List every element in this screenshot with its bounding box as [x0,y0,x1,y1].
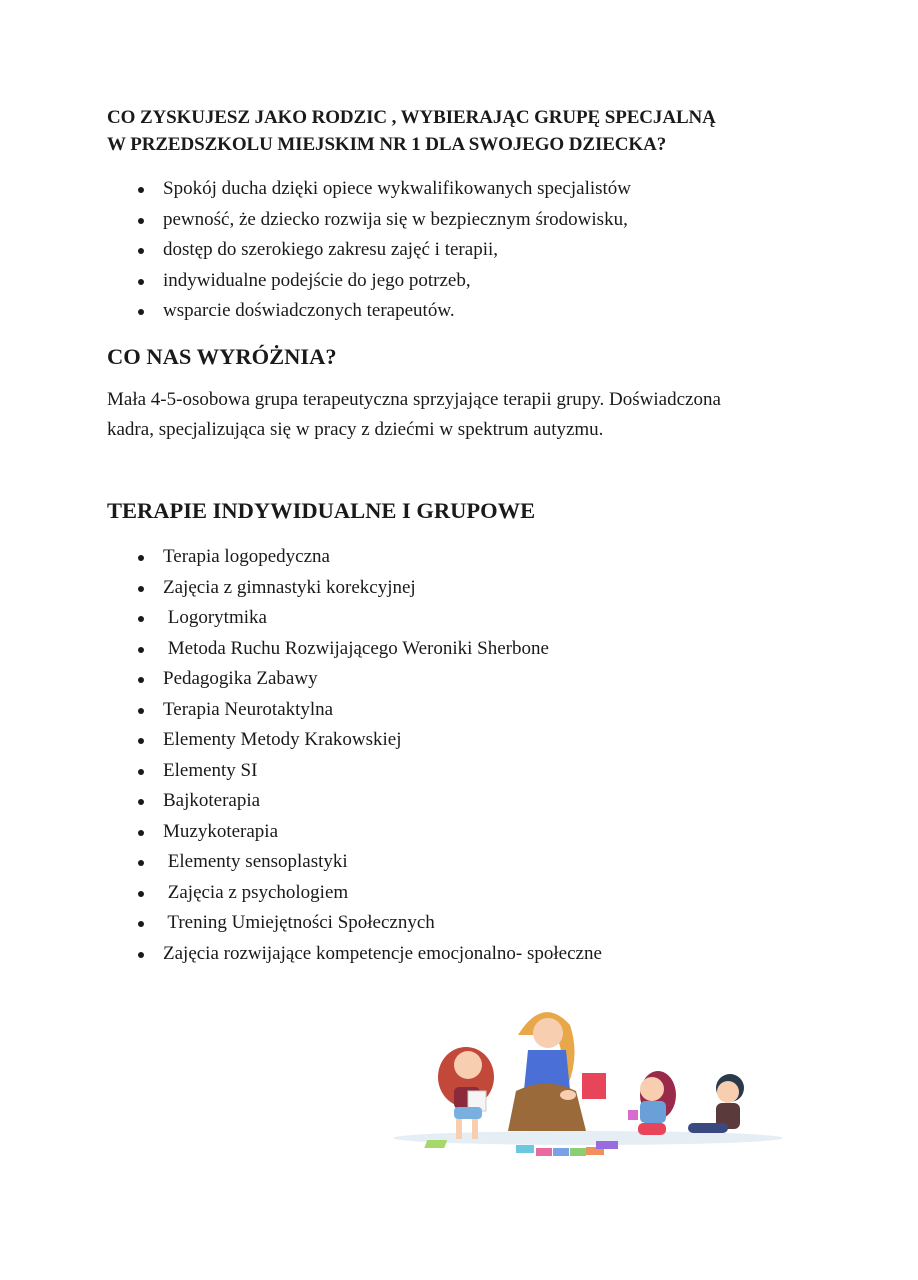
benefits-heading [107,104,827,158]
therapies-heading: TERAPIE INDYWIDUALNE I GRUPOWE [107,498,536,523]
list-item: Spokój ducha dzięki opiece wykwalifikowanych specjalistów [0,174,631,205]
list-item: Elementy Metody Krakowskiej [0,725,602,756]
illustration-icon [388,995,788,1165]
distinction-paragraph-line-1: Mała 4-5-osobowa grupa terapeutyczna sprzyjające terapii grupy. Doświadczona [107,389,721,410]
list-item: Muzykoterapia [0,817,602,848]
list-item: dostęp do szerokiego zakresu zajęć i terapii, [0,235,631,266]
list-item: Zajęcia z gimnastyki korekcyjnej [0,573,602,604]
list-item: Zajęcia rozwijające kompetencje emocjonalno- społeczne [0,939,602,970]
list-item: Terapia logopedyczna [0,542,602,573]
list-item: Trening Umiejętności Społecznych [0,908,602,939]
list-item: Logorytmika [0,603,602,634]
teacher-with-children-illustration [388,995,788,1165]
distinction-paragraph [107,385,827,445]
list-item: indywidualne podejście do jego potrzeb, [0,266,631,297]
distinction-paragraph-line-2: kadra, specjalizująca się w pracy z dziećmi w spektrum autyzmu. [107,419,604,440]
benefits-list [0,174,631,327]
list-item: wsparcie doświadczonych terapeutów. [0,296,631,327]
list-item: Elementy sensoplastyki [0,847,602,878]
list-item: Metoda Ruchu Rozwijającego Weroniki Sherbone [0,634,602,665]
distinction-heading: CO NAS WYRÓŻNIA? [107,344,337,369]
list-item: Terapia Neurotaktylna [0,695,602,726]
benefits-heading-line-2: W PRZEDSZKOLU MIEJSKIM NR 1 DLA SWOJEGO DZIECKA? [107,134,667,155]
therapies-list [0,542,602,969]
list-item: Pedagogika Zabawy [0,664,602,695]
list-item: Bajkoterapia [0,786,602,817]
list-item: pewność, że dziecko rozwija się w bezpiecznym środowisku, [0,205,631,236]
list-item: Elementy SI [0,756,602,787]
list-item: Zajęcia z psychologiem [0,878,602,909]
benefits-heading-line-1: CO ZYSKUJESZ JAKO RODZIC , WYBIERAJĄC GRUPĘ SPECJALNĄ [107,107,716,128]
